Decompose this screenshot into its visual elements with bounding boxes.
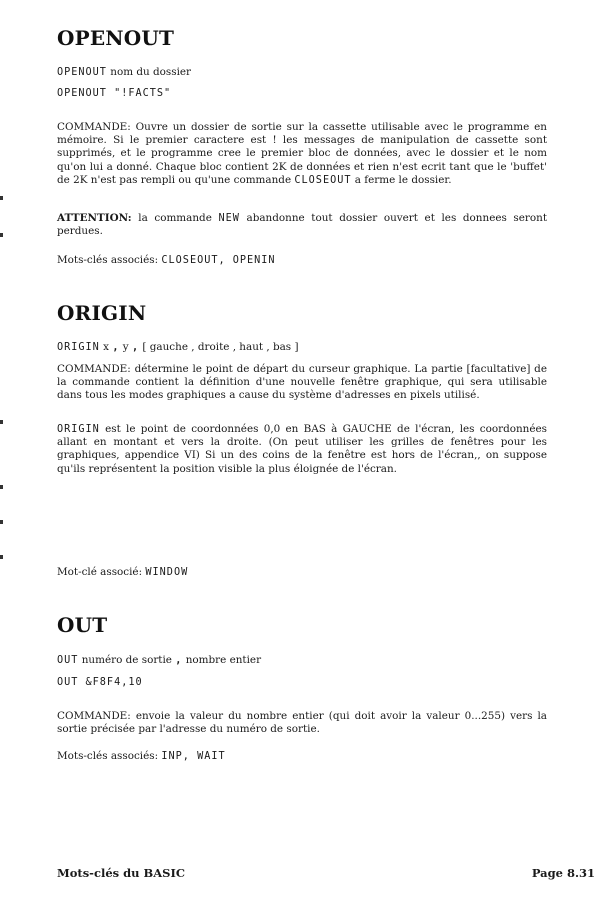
- openout-cmd-text: Ouvre un dossier de sortie sur la cassette utilisable avec le programme en mémoire. Si le premier caractere est ! les messages de manipulation de cassette sont supprimés, et le programme cree le premier bloc de données, avec le dossier et le nom qu'on lui a donné. Chaque bloc contient 2K de données et rien n'est ecrit tant que le 'buffet' de 2K n'est pas rempli ou qu'une commande: [57, 121, 547, 186]
- origin-related-keywords: WINDOW: [145, 567, 189, 578]
- openout-cmd-tail: a ferme le dossier.: [354, 173, 452, 186]
- margin-mark: [0, 520, 3, 524]
- openout-example-code: OPENOUT "!FACTS": [57, 88, 172, 99]
- origin-syntax-optional: [ gauche , droite , haut , bas ]: [142, 341, 299, 353]
- out-syntax-keyword: OUT: [57, 655, 79, 666]
- out-syntax-sep: ,: [175, 655, 183, 666]
- out-cmd-text: envoie la valeur du nombre entier (qui doit avoir la valeur 0...255) vers la sortie précisée par l'adresse du numéro de sortie.: [57, 710, 547, 736]
- origin-related-label: Mot-clé associé:: [57, 566, 143, 578]
- origin-details: [57, 423, 547, 476]
- out-related: [57, 750, 226, 762]
- origin-syntax-sep1: ,: [112, 342, 120, 353]
- openout-cmd-keyword: CLOSEOUT: [294, 174, 352, 186]
- openout-related: [57, 254, 276, 266]
- out-example-code: OUT &F8F4,10: [57, 677, 143, 688]
- footer-section-title: Mots-clés du BASIC: [57, 866, 186, 880]
- origin-description: [57, 363, 547, 403]
- margin-mark: [0, 196, 3, 200]
- margin-mark: [0, 233, 3, 237]
- openout-syntax-keyword: OPENOUT: [57, 67, 107, 78]
- openout-att-keyword: NEW: [218, 213, 240, 224]
- margin-mark: [0, 485, 3, 489]
- origin-syntax: [57, 341, 299, 353]
- out-description: [57, 710, 547, 736]
- margin-mark: [0, 555, 3, 559]
- openout-att-pre: la commande: [138, 212, 212, 224]
- openout-heading: OPENOUT: [57, 26, 175, 50]
- openout-description: [57, 121, 547, 187]
- origin-syntax-y: y: [122, 341, 129, 353]
- openout-example: [57, 87, 171, 99]
- out-syntax-arg2: nombre entier: [185, 654, 262, 666]
- openout-related-keywords: CLOSEOUT, OPENIN: [161, 255, 276, 266]
- origin-syntax-x: x: [103, 341, 109, 353]
- footer-page-number: Page 8.31: [531, 866, 595, 880]
- out-cmd-label: COMMANDE:: [57, 710, 131, 722]
- out-example: [57, 676, 143, 688]
- origin-heading: ORIGIN: [57, 301, 147, 325]
- openout-syntax: [57, 66, 191, 78]
- openout-cmd-label: COMMANDE:: [57, 121, 131, 133]
- origin-p2-text: est le point de coordonnées 0,0 en BAS à GAUCHE de l'écran, les coordonnées allant en montant et vers la droite. (On peut utiliser les grilles de fenêtres pour les graphiques, appendice VI) Si un des coins de la fenêtre est hors de l'écran,, on suppose qu'ils représentent la position visible la plus éloignée de l'écran.: [57, 423, 547, 475]
- out-related-label: Mots-clés associés:: [57, 750, 159, 762]
- out-heading: OUT: [57, 613, 108, 637]
- openout-syntax-arg: nom du dossier: [110, 66, 192, 78]
- out-syntax-arg1: numéro de sortie: [81, 654, 172, 666]
- openout-related-label: Mots-clés associés:: [57, 254, 159, 266]
- origin-cmd-label: COMMANDE:: [57, 363, 131, 375]
- origin-p2-keyword: ORIGIN: [57, 424, 100, 435]
- openout-att-post: abandonne tout dossier ouvert et les donnees seront perdues.: [57, 212, 548, 238]
- openout-warning: [57, 212, 547, 238]
- margin-mark: [0, 420, 3, 424]
- origin-syntax-sep2: ,: [131, 342, 140, 353]
- origin-cmd-text: détermine le point de départ du curseur graphique. La partie [facultative] de la commande contient la définition d'une nouvelle fenêtre graphique, qui sera utilisable dans tous les modes graphiques a cause du système d'adresses en pixels utilisé.: [57, 363, 547, 402]
- out-syntax: [57, 654, 261, 666]
- out-related-keywords: INP, WAIT: [161, 751, 226, 762]
- origin-syntax-keyword: ORIGIN: [57, 342, 100, 353]
- openout-attention-label: ATTENTION:: [57, 212, 132, 224]
- origin-related: [57, 566, 188, 578]
